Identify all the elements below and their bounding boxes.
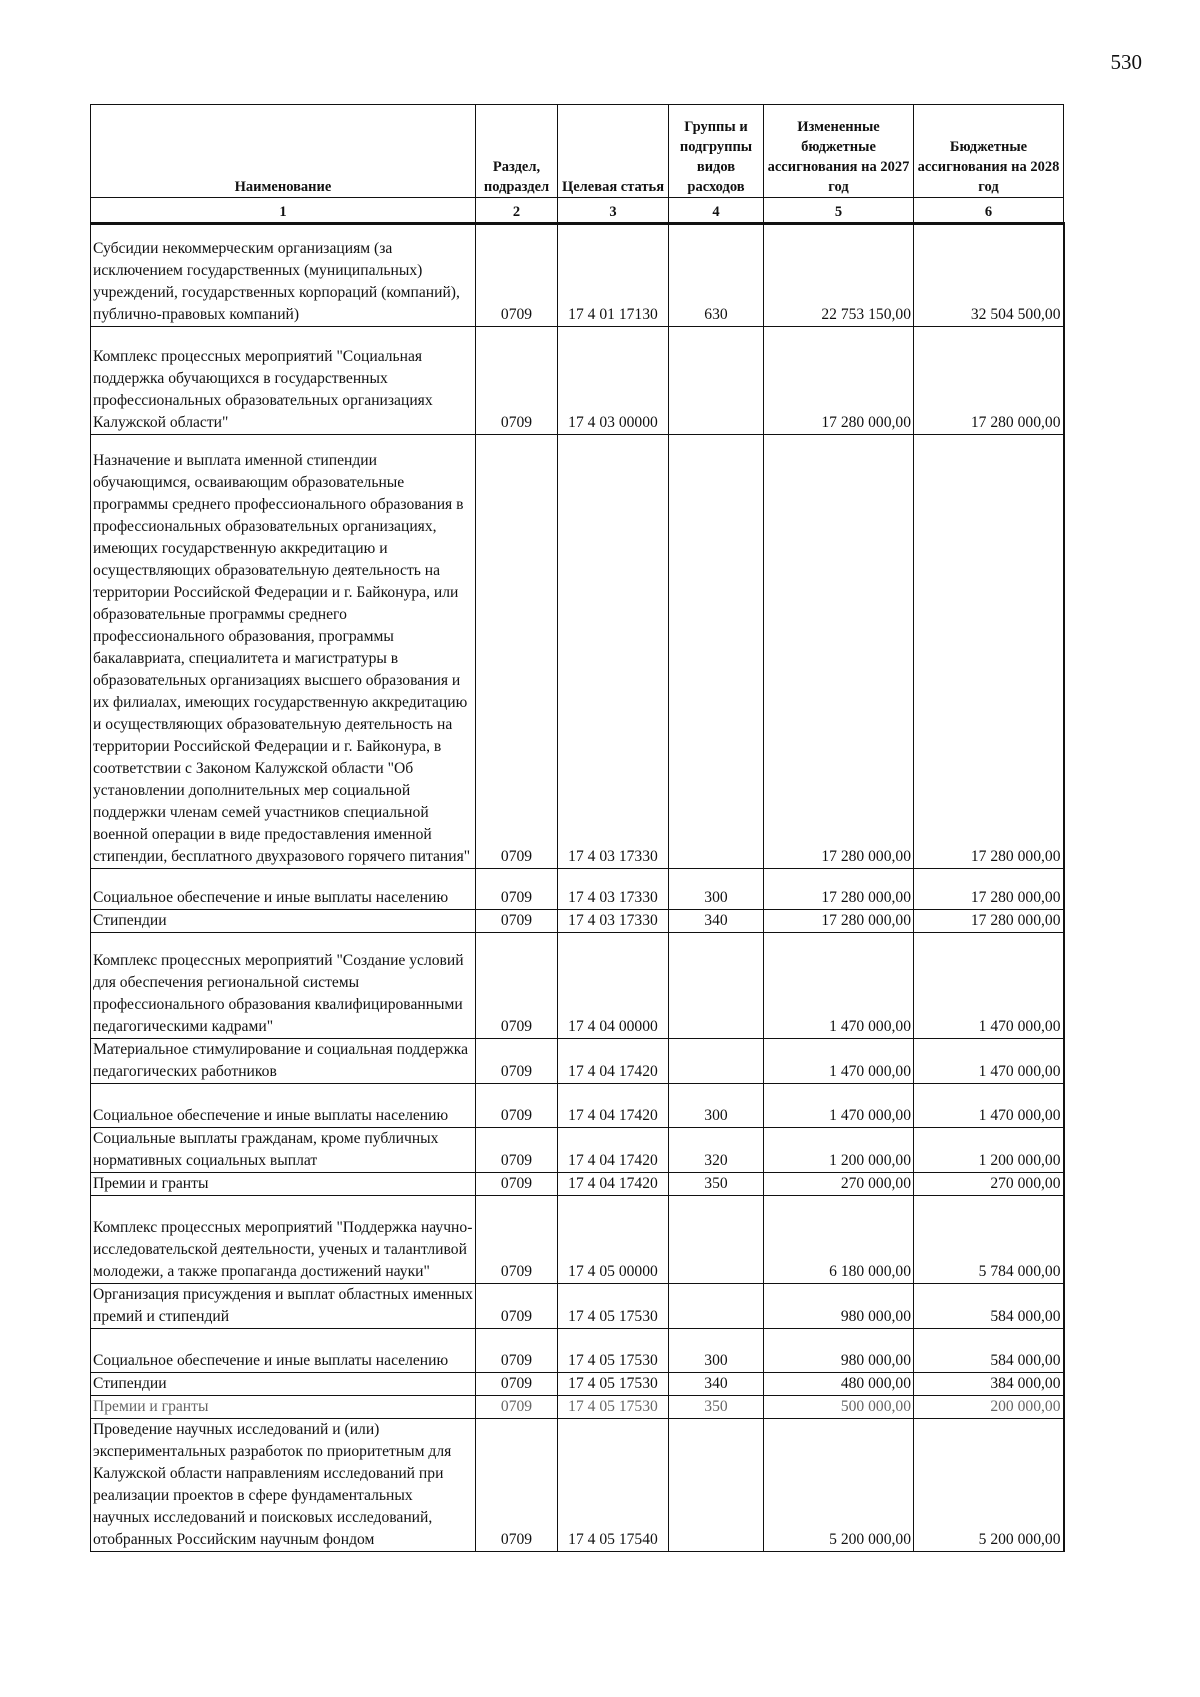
row-target: 17 4 05 17530 [558,1373,669,1396]
header-section: Раздел, подраздел [476,105,558,198]
header-amount-2027: Измененные бюджетные ассигнования на 2027 год [764,105,914,198]
row-amount-2028: 17 280 000,00 [914,910,1064,933]
row-group: 300 [669,1084,764,1128]
row-name: Социальные выплаты гражданам, кроме публичных нормативных социальных выплат [91,1128,476,1173]
row-amount-2028: 32 504 500,00 [914,224,1064,327]
row-group: 340 [669,910,764,933]
column-number: 5 [764,198,914,224]
row-amount-2028: 270 000,00 [914,1173,1064,1196]
row-name: Комплекс процессных мероприятий "Поддержка научно-исследовательской деятельности, ученых и талантливой молодежи, а также пропаганда достижений науки" [91,1196,476,1284]
row-amount-2028: 5 200 000,00 [914,1419,1064,1552]
table-row [91,1039,1064,1084]
row-section: 0709 [476,1396,558,1419]
row-group [669,1419,764,1552]
row-amount-2028: 17 280 000,00 [914,869,1064,910]
table-row [91,327,1064,435]
table-row [91,933,1064,1039]
row-amount-2027: 22 753 150,00 [764,224,914,327]
row-group: 350 [669,1396,764,1419]
column-number: 3 [558,198,669,224]
table-row [91,869,1064,910]
table-row [91,1419,1064,1552]
row-section: 0709 [476,1419,558,1552]
table-row [91,435,1064,869]
row-group: 350 [669,1173,764,1196]
header-amount-2028: Бюджетные ассигнования на 2028 год [914,105,1064,198]
row-amount-2027: 270 000,00 [764,1173,914,1196]
column-number: 4 [669,198,764,224]
column-number: 6 [914,198,1064,224]
column-number: 1 [91,198,476,224]
row-section: 0709 [476,435,558,869]
table-row [91,1173,1064,1196]
row-group [669,327,764,435]
row-target: 17 4 04 17420 [558,1128,669,1173]
table-header-row [91,105,1064,198]
budget-table [90,104,1065,1552]
row-amount-2027: 1 470 000,00 [764,933,914,1039]
row-target: 17 4 05 17540 [558,1419,669,1552]
row-amount-2027: 17 280 000,00 [764,869,914,910]
column-number-row [91,198,1064,224]
row-amount-2028: 17 280 000,00 [914,435,1064,869]
table-row [91,1284,1064,1329]
row-target: 17 4 04 17420 [558,1039,669,1084]
row-section: 0709 [476,1173,558,1196]
row-section: 0709 [476,933,558,1039]
table-row [91,1373,1064,1396]
row-section: 0709 [476,1128,558,1173]
row-section: 0709 [476,1196,558,1284]
row-target: 17 4 04 17420 [558,1173,669,1196]
table-row [91,910,1064,933]
row-amount-2028: 1 470 000,00 [914,1039,1064,1084]
table-row [91,1329,1064,1373]
row-section: 0709 [476,224,558,327]
row-name: Стипендии [91,1373,476,1396]
row-amount-2028: 1 470 000,00 [914,1084,1064,1128]
row-group [669,933,764,1039]
header-name: Наименование [91,105,476,198]
row-amount-2028: 17 280 000,00 [914,327,1064,435]
row-amount-2028: 584 000,00 [914,1329,1064,1373]
table-row [91,224,1064,327]
row-group [669,1039,764,1084]
row-target: 17 4 05 17530 [558,1329,669,1373]
row-amount-2028: 200 000,00 [914,1396,1064,1419]
row-target: 17 4 04 00000 [558,933,669,1039]
row-name: Социальное обеспечение и иные выплаты населению [91,869,476,910]
row-group [669,435,764,869]
row-target: 17 4 05 17530 [558,1396,669,1419]
row-section: 0709 [476,1373,558,1396]
column-number: 2 [476,198,558,224]
row-name: Назначение и выплата именной стипендии обучающимся, осваивающим образовательные программы среднего профессионального образования в профессиональных образовательных организациях, имеющих государственную аккредитацию и осуществляющих образовательную деятельность на территории Российской Федерации и г. Байконура, или образовательные программы среднего профессионального образования, программы бакалавриата, специалитета и магистратуры в образовательных организациях высшего образования и их филиалах, имеющих государственную аккредитацию и осуществляющих образовательную деятельность на территории Российской Федерации и г. Байконура, в соответствии с Законом Калужской области "Об установлении дополнительных мер социальной поддержки членам семей участников специальной военной операции в виде предоставления именной стипендии, бесплатного двухразового горячего питания" [91,435,476,869]
row-amount-2027: 500 000,00 [764,1396,914,1419]
row-name: Социальное обеспечение и иные выплаты населению [91,1329,476,1373]
row-target: 17 4 04 17420 [558,1084,669,1128]
row-amount-2028: 584 000,00 [914,1284,1064,1329]
row-section: 0709 [476,1329,558,1373]
row-target: 17 4 01 17130 [558,224,669,327]
row-name: Организация присуждения и выплат областных именных премий и стипендий [91,1284,476,1329]
row-amount-2028: 5 784 000,00 [914,1196,1064,1284]
row-group [669,1196,764,1284]
row-name: Материальное стимулирование и социальная поддержка педагогических работников [91,1039,476,1084]
row-amount-2027: 980 000,00 [764,1329,914,1373]
row-name: Премии и гранты [91,1173,476,1196]
row-amount-2027: 5 200 000,00 [764,1419,914,1552]
row-name: Проведение научных исследований и (или) экспериментальных разработок по приоритетным для Калужской области направлениям исследований при реализации проектов в сфере фундаментальных научных исследований и поисковых исследований, отобранных Российским научным фондом [91,1419,476,1552]
row-amount-2027: 6 180 000,00 [764,1196,914,1284]
row-name: Комплекс процессных мероприятий "Социальная поддержка обучающихся в государственных профессиональных образовательных организациях Калужской области" [91,327,476,435]
row-amount-2027: 1 470 000,00 [764,1084,914,1128]
row-section: 0709 [476,910,558,933]
row-group: 340 [669,1373,764,1396]
row-amount-2027: 480 000,00 [764,1373,914,1396]
row-name: Комплекс процессных мероприятий "Создание условий для обеспечения региональной системы профессионального образования квалифицированными педагогическими кадрами" [91,933,476,1039]
row-amount-2027: 17 280 000,00 [764,435,914,869]
table-row [91,1084,1064,1128]
row-amount-2027: 980 000,00 [764,1284,914,1329]
row-target: 17 4 05 17530 [558,1284,669,1329]
header-group: Группы и подгруппы видов расходов [669,105,764,198]
row-amount-2027: 1 470 000,00 [764,1039,914,1084]
row-target: 17 4 03 17330 [558,435,669,869]
row-section: 0709 [476,869,558,910]
row-amount-2028: 1 200 000,00 [914,1128,1064,1173]
row-target: 17 4 03 17330 [558,910,669,933]
row-section: 0709 [476,1084,558,1128]
row-group [669,1284,764,1329]
row-name: Субсидии некоммерческим организациям (за исключением государственных (муниципальных) учреждений, государственных корпораций (компаний), публично-правовых компаний) [91,224,476,327]
row-section: 0709 [476,1039,558,1084]
table-row [91,1396,1064,1419]
row-section: 0709 [476,327,558,435]
page-number: 530 [1110,50,1142,74]
table-row [91,1128,1064,1173]
row-section: 0709 [476,1284,558,1329]
row-target: 17 4 03 00000 [558,327,669,435]
row-group: 300 [669,1329,764,1373]
row-amount-2027: 17 280 000,00 [764,910,914,933]
row-name: Социальное обеспечение и иные выплаты населению [91,1084,476,1128]
row-amount-2028: 384 000,00 [914,1373,1064,1396]
row-amount-2028: 1 470 000,00 [914,933,1064,1039]
row-group: 630 [669,224,764,327]
row-group: 320 [669,1128,764,1173]
row-group: 300 [669,869,764,910]
row-amount-2027: 17 280 000,00 [764,327,914,435]
row-name: Стипендии [91,910,476,933]
row-target: 17 4 03 17330 [558,869,669,910]
header-target: Целевая статья [558,105,669,198]
row-target: 17 4 05 00000 [558,1196,669,1284]
row-name: Премии и гранты [91,1396,476,1419]
row-amount-2027: 1 200 000,00 [764,1128,914,1173]
table-row [91,1196,1064,1284]
